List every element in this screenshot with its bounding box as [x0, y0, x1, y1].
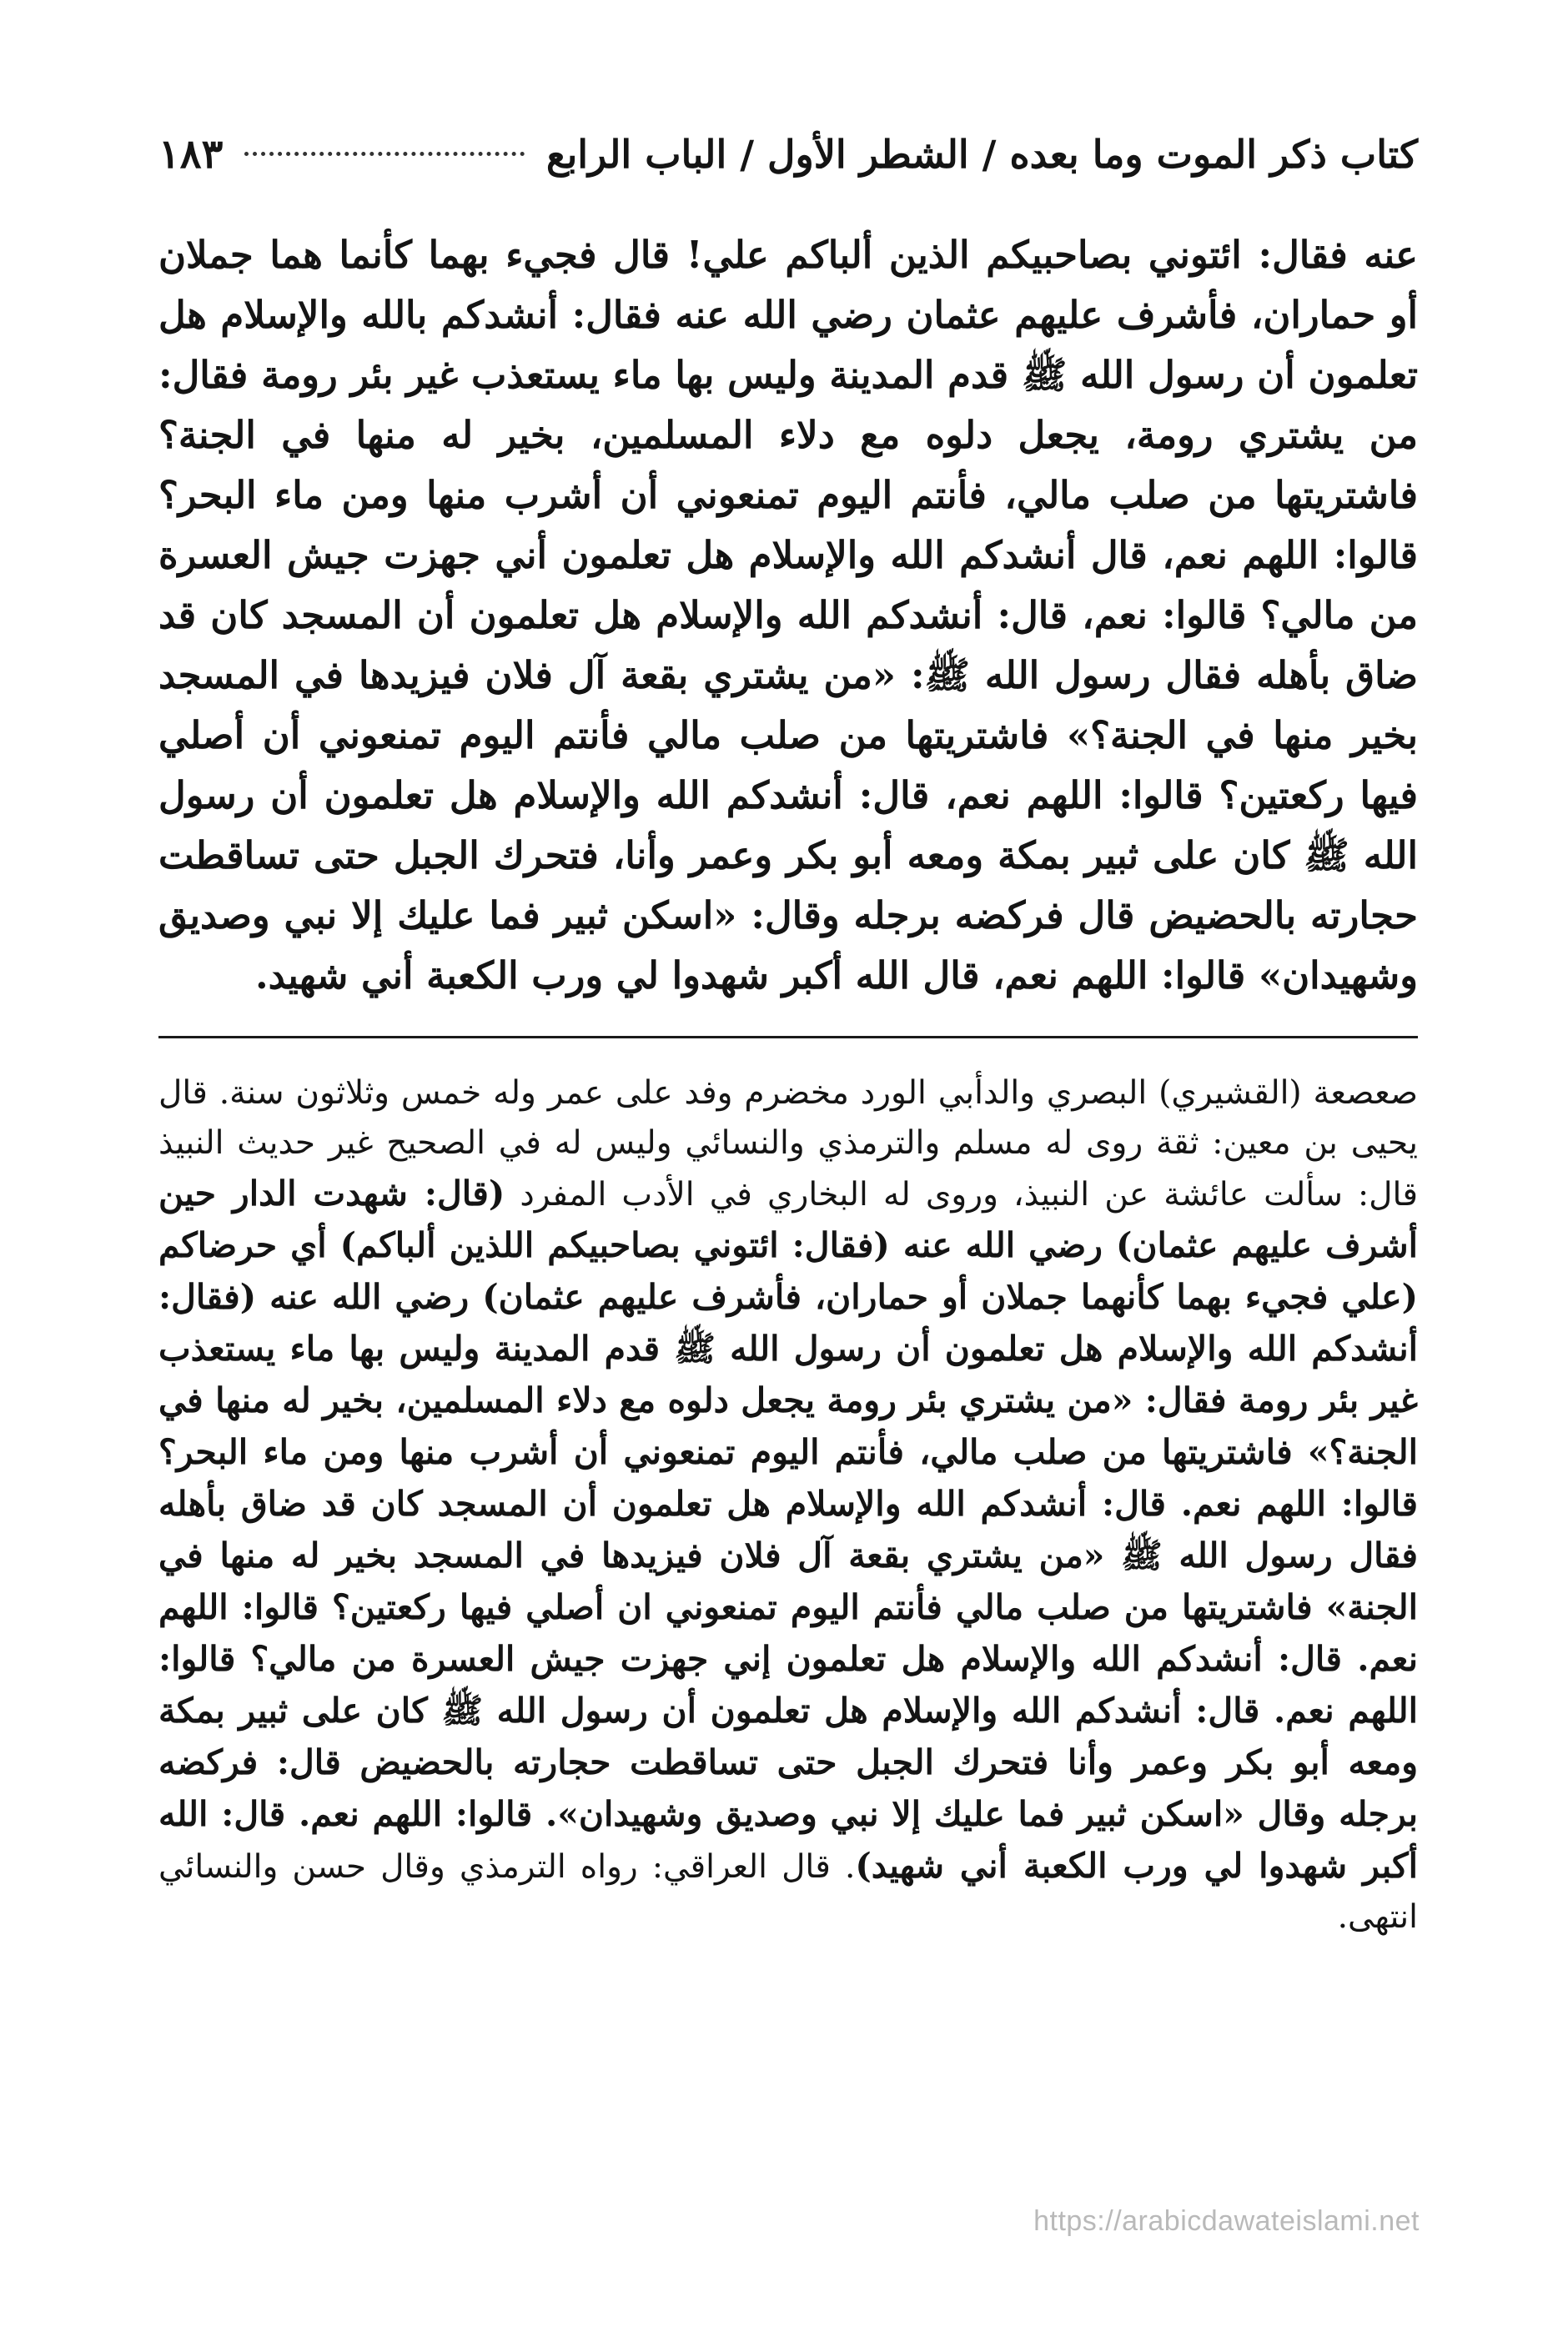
main-text-block: [158, 225, 1418, 1006]
commentary-quoted-text: (قال: شهدت الدار حين أشرف عليهم عثمان) رضي الله عنه (فقال: ائتوني بصاحبيكم اللذين ألباكم) أي حرضاكم (علي فجيء بهما كأنهما جملان أو حماران، فأشرف عليهم عثمان) رضي الله عنه (فقال: أنشدكم الله والإسلام هل تعلمون أن رسول الله ﷺ قدم المدينة وليس بها ماء يستعذب غير بئر رومة فقال: «من يشتري بئر رومة يجعل دلوه مع دلاء المسلمين، بخير له منها في الجنة؟» فاشتريتها من صلب مالي، فأنتم اليوم تمنعوني أن أشرب منها ومن ماء البحر؟ قالوا: اللهم نعم. قال: أنشدكم الله والإسلام هل تعلمون أن المسجد كان قد ضاق بأهله فقال رسول الله ﷺ «من يشتري بقعة آل فلان فيزيدها في المسجد بخير له منها في الجنة» فاشتريتها من صلب مالي فأنتم اليوم تمنعوني ان أصلي فيها ركعتين؟ قالوا: اللهم نعم. قال: أنشدكم الله والإسلام هل تعلمون إني جهزت جيش العسرة من مالي؟ قالوا: اللهم نعم. قال: أنشدكم الله والإسلام هل تعلمون أن رسول الله ﷺ كان على ثبير بمكة ومعه أبو بكر وعمر وأنا فتحرك الجبل حتى تساقطت حجارته بالحضيض قال: فركضه برجله وقال «اسكن ثبير فما عليك إلا نبي وصديق وشهيدان». قالوا: اللهم نعم. قال: الله أكبر شهدوا لي ورب الكعبة أني شهيد): [158, 1174, 1418, 1886]
commentary-block: [158, 1068, 1418, 1942]
running-title: كتاب ذكر الموت وما بعده / الشطر الأول / الباب الرابع: [545, 132, 1418, 177]
watermark-url: https://arabicdawateislami.net: [1033, 2205, 1420, 2237]
book-page: [158, 117, 1418, 1942]
main-text-paragraph: عنه فقال: ائتوني بصاحبيكم الذين ألباكم علي! قال فجيء بهما كأنما هما جملان أو حماران، فأشرف عليهم عثمان رضي الله عنه فقال: أنشدكم بالله والإسلام هل تعلمون أن رسول الله ﷺ قدم المدينة وليس بها ماء يستعذب غير بئر رومة فقال: من يشتري رومة، يجعل دلوه مع دلاء المسلمين، بخير له منها في الجنة؟ فاشتريتها من صلب مالي، فأنتم اليوم تمنعوني أن أشرب منها ومن ماء البحر؟ قالوا: اللهم نعم، قال أنشدكم الله والإسلام هل تعلمون أني جهزت جيش العسرة من مالي؟ قالوا: نعم، قال: أنشدكم الله والإسلام هل تعلمون أن المسجد كان قد ضاق بأهله فقال رسول الله ﷺ: «من يشتري بقعة آل فلان فيزيدها في المسجد بخير منها في الجنة؟» فاشتريتها من صلب مالي فأنتم اليوم تمنعوني أن أصلي فيها ركعتين؟ قالوا: اللهم نعم، قال: أنشدكم الله والإسلام هل تعلمون أن رسول الله ﷺ كان على ثبير بمكة ومعه أبو بكر وعمر وأنا، فتحرك الجبل حتى تساقطت حجارته بالحضيض قال فركضه برجله وقال: «اسكن ثبير فما عليك إلا نبي وصديق وشهيدان» قالوا: اللهم نعم، قال الله أكبر شهدوا لي ورب الكعبة أني شهيد.: [158, 233, 1418, 998]
page-number: ١٨٣: [158, 131, 224, 178]
header-dot-leader: [244, 152, 525, 156]
commentary-paragraph: [158, 1068, 1418, 1942]
page-header: [158, 117, 1418, 192]
footnote-divider: [158, 1036, 1418, 1038]
commentary-closing: . قال العراقي: رواه الترمذي وقال حسن والنسائي انتهى.: [158, 1848, 1418, 1936]
commentary-intro: صعصعة (القشيري) البصري والدأبي الورد مخضرم وفد على عمر وله خمس وثلاثون سنة. قال يحيى بن معين: ثقة روى له مسلم والترمذي والنسائي وليس له في الصحيح غير حديث النبيذ قال: سألت عائشة عن النبيذ، وروى له البخاري في الأدب المفرد: [158, 1074, 1418, 1214]
